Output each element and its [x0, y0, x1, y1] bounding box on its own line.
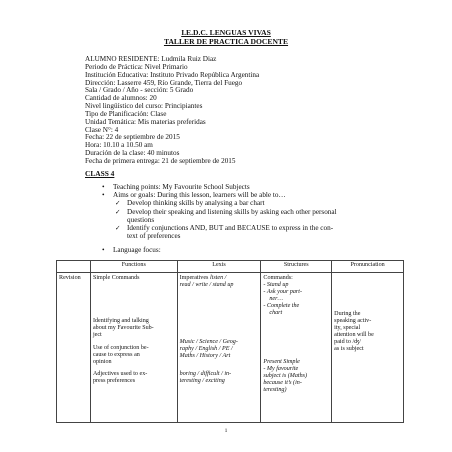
document-header [0, 29, 452, 46]
info-line: Tipo de Planificación: Clase [85, 109, 167, 118]
cell-line: because it’s (in- [263, 380, 302, 386]
cell-line: - Stand up [263, 282, 289, 288]
cell-line: Present Simple [263, 359, 300, 365]
info-line: Sala / Grado / Año - sección: 5 Grado [85, 86, 194, 95]
cell-line: paid to /ʤ/ [334, 339, 361, 345]
info-line: Institución Educativa: Instituto Privado República Argentina [85, 70, 260, 79]
cell-line: attention will be [334, 332, 374, 338]
teaching-points-text: Teaching points: My Favourite School Subjects [113, 183, 250, 191]
info-line: Nivel lingüístico del curso: Principiantes [85, 102, 203, 111]
page-number: 1 [224, 428, 228, 434]
aim-subitem [100, 199, 400, 207]
cell-line: as is subject [334, 346, 364, 352]
institution-title: I.E.D.C. LENGUAS VIVAS [181, 28, 271, 37]
info-line: Cantidad de alumnos: 20 [85, 94, 157, 103]
table-header-cell: Structures [261, 261, 332, 273]
cell-line: Identifying and talking [92, 318, 149, 324]
row-label-cell: Revision [57, 273, 91, 423]
language-focus-text: Language focus: [113, 246, 161, 254]
lexis-cell [177, 273, 261, 423]
cell-line: Use of conjunction be- [92, 345, 149, 351]
table-row [57, 273, 404, 423]
functions-cell [90, 273, 177, 423]
aim-subitem [100, 224, 400, 232]
cell-line [180, 275, 259, 282]
info-line: Fecha de primera entrega: 21 de septiembre de 2015 [85, 156, 236, 165]
teaching-points-item [100, 183, 400, 191]
cell-line: Music / Science / Geog- [179, 339, 238, 345]
language-focus-item [100, 246, 161, 254]
info-line: Hora: 10.10 a 10.50 am [85, 141, 153, 150]
cell-line: ject [92, 332, 102, 338]
cell-line: boring / difficult / in- [179, 371, 232, 377]
info-line: ALUMNO RESIDENTE: Ludmila Ruiz Diaz [85, 55, 217, 63]
aim-text: text of preferences [127, 232, 181, 241]
table-header-cell: Lexis [177, 261, 261, 273]
cell-line: raphy / English / PE / [179, 346, 233, 352]
info-line: Periodo de Práctica: Nivel Primario [85, 62, 188, 71]
pronunciation-cell [332, 273, 404, 423]
checkmark-icon: ✓ [115, 207, 121, 216]
aim-subitem-continuation [100, 216, 400, 224]
structures-cell [261, 273, 332, 423]
table-header-cell: Pronunciation [332, 261, 404, 273]
cell-line: opinion [92, 359, 112, 365]
workshop-title: TALLER DE PRACTICA DOCENTE [163, 36, 289, 46]
info-line: Fecha: 22 de septiembre de 2015 [85, 133, 180, 142]
info-line: Dirección: Lasserre 459, Río Grande, Tierra del Fuego [85, 78, 243, 87]
aims-text: Aims or goals: During this lesson, learners will be able to… [113, 191, 286, 200]
info-line: Unidad Temática: Mis materias preferidas [85, 117, 206, 126]
cell-line: Simple Commands [92, 275, 140, 281]
bullet-icon: • [102, 183, 105, 191]
cell-text: Imperatives [179, 275, 210, 281]
cell-line: subject is (Maths) [263, 373, 308, 379]
cell-line: chart [269, 310, 283, 316]
bullet-icon: • [102, 191, 105, 200]
objectives-list [100, 183, 400, 240]
cell-line: teresting / exciting [179, 378, 225, 384]
aim-text: Develop their speaking and listening skills by asking each other personal [127, 207, 337, 216]
cell-line: cause to express an [92, 352, 140, 358]
cell-line: read / write / stand up [179, 282, 234, 288]
cell-line: - Complete the [263, 303, 300, 309]
cell-line: - Ask your part- [263, 289, 303, 295]
cell-line: about my Favourite Sub- [92, 325, 154, 331]
info-line: Clase N°: 4 [85, 125, 119, 134]
table-header-row [57, 261, 404, 273]
table-header-cell: Functions [90, 261, 177, 273]
checkmark-icon: ✓ [115, 224, 121, 233]
bullet-icon: • [102, 246, 105, 254]
cell-line: - My favourite [263, 366, 299, 372]
info-line: Duración de la clase: 40 minutos [85, 149, 180, 158]
lesson-info-block [85, 56, 259, 166]
table-header-cell [57, 261, 91, 273]
aim-text: questions [127, 215, 155, 224]
checkmark-icon: ✓ [115, 199, 121, 208]
cell-line: Maths / History / Art [179, 353, 231, 359]
aim-subitem [100, 208, 400, 216]
aim-text: Identify conjunctions AND, BUT and BECAUSE to express in the con- [127, 224, 334, 233]
language-focus-table [56, 260, 404, 423]
aim-subitem-continuation [100, 232, 400, 240]
cell-line: During the [334, 311, 361, 317]
cell-line: Adjectives used to ex- [92, 371, 148, 377]
cell-text: listen / [209, 275, 227, 281]
cell-line: Commands: [263, 275, 293, 281]
class-title: CLASS 4 [85, 169, 115, 178]
cell-line: press preferences [92, 378, 136, 384]
aims-item [100, 191, 400, 199]
cell-line: speaking activ- [334, 318, 372, 324]
aim-text: Develop thinking skills by analysing a bar chart [127, 199, 265, 208]
cell-line: ner… [269, 296, 283, 302]
cell-line: teresting) [263, 387, 287, 393]
cell-line: ity, special [334, 325, 361, 331]
